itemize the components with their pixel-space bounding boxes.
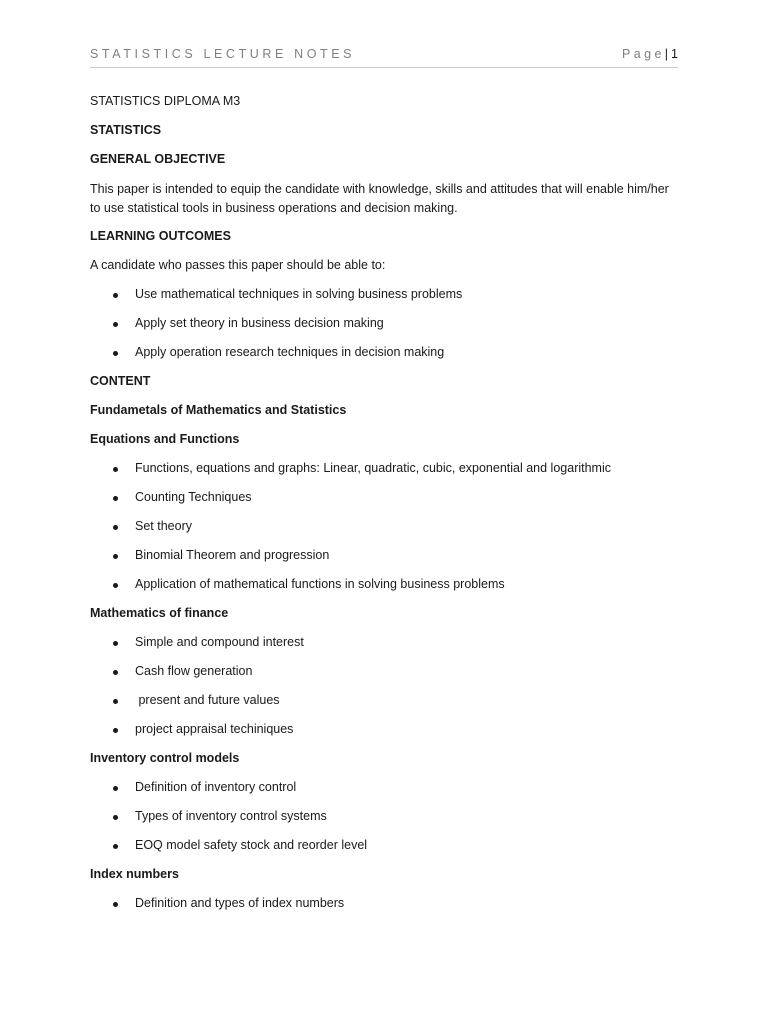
list-item: [90, 808, 678, 825]
list-item: [90, 518, 678, 535]
bullet-icon: [113, 525, 118, 530]
list-item-text: project appraisal techiniques: [135, 722, 294, 736]
learning-outcomes-list: [90, 286, 678, 361]
list-item: [90, 489, 678, 506]
finance-heading: Mathematics of finance: [90, 606, 229, 620]
bullet-icon: [113, 670, 118, 675]
header-title: STATISTICS LECTURE NOTES: [90, 47, 356, 61]
general-objective-text: This paper is intended to equip the candidate with knowledge, skills and attitudes that will enable him/her to use statistical tools in business operations and decision making.: [90, 182, 669, 215]
bullet-icon: [113, 699, 118, 704]
bullet-icon: [113, 786, 118, 791]
list-item-text: Set theory: [135, 519, 192, 533]
bullet-icon: [113, 844, 118, 849]
page-header: [90, 47, 678, 68]
learning-outcomes-heading: LEARNING OUTCOMES: [90, 229, 231, 243]
bullet-icon: [113, 815, 118, 820]
learning-outcomes-intro: A candidate who passes this paper should be able to:: [90, 258, 386, 272]
list-item: [90, 576, 678, 593]
list-item: [90, 460, 678, 477]
list-item-text: Definition of inventory control: [135, 780, 297, 794]
equations-heading: Equations and Functions: [90, 432, 240, 446]
document-page: [90, 0, 678, 1024]
page-indicator: [622, 47, 678, 61]
page-number: 1: [671, 47, 678, 61]
list-item-text: Simple and compound interest: [135, 635, 304, 649]
content-heading: CONTENT: [90, 374, 151, 388]
bullet-icon: [113, 641, 118, 646]
general-objective-heading: GENERAL OBJECTIVE: [90, 152, 226, 166]
subject-heading: STATISTICS: [90, 123, 162, 137]
bullet-icon: [113, 351, 118, 356]
list-item-text: Use mathematical techniques in solving business problems: [135, 287, 463, 301]
inventory-heading: Inventory control models: [90, 751, 240, 765]
bullet-icon: [113, 293, 118, 298]
page-word: Page: [622, 47, 665, 61]
bullet-icon: [113, 322, 118, 327]
index-numbers-list: [90, 895, 678, 912]
bullet-icon: [113, 554, 118, 559]
page-separator: |: [664, 47, 669, 61]
list-item-text: Types of inventory control systems: [135, 809, 327, 823]
list-item: [90, 837, 678, 854]
list-item-text: Functions, equations and graphs: Linear, quadratic, cubic, exponential and logarithmic: [135, 461, 611, 475]
bullet-icon: [113, 728, 118, 733]
bullet-icon: [113, 583, 118, 588]
document-body: [90, 93, 678, 924]
list-item-text: Counting Techniques: [135, 490, 252, 504]
course-title: STATISTICS DIPLOMA M3: [90, 94, 241, 108]
list-item-text: Application of mathematical functions in solving business problems: [135, 577, 505, 591]
finance-list: [90, 634, 678, 738]
list-item-text: Cash flow generation: [135, 664, 253, 678]
list-item-text: EOQ model safety stock and reorder level: [135, 838, 368, 852]
fundamentals-heading: Fundametals of Mathematics and Statistics: [90, 403, 347, 417]
bullet-icon: [113, 496, 118, 501]
index-numbers-heading: Index numbers: [90, 867, 179, 881]
inventory-list: [90, 779, 678, 854]
list-item-text: Binomial Theorem and progression: [135, 548, 330, 562]
list-item-text: Definition and types of index numbers: [135, 896, 345, 910]
list-item: [90, 344, 678, 361]
equations-list: [90, 460, 678, 593]
list-item: [90, 634, 678, 651]
list-item-text: present and future values: [135, 693, 280, 707]
list-item-text: Apply operation research techniques in decision making: [135, 345, 445, 359]
list-item: [90, 663, 678, 680]
list-item: [90, 779, 678, 796]
list-item: [90, 547, 678, 564]
list-item: [90, 692, 678, 709]
list-item: [90, 721, 678, 738]
list-item: [90, 315, 678, 332]
list-item: [90, 895, 678, 912]
list-item: [90, 286, 678, 303]
bullet-icon: [113, 467, 118, 472]
bullet-icon: [113, 902, 118, 907]
list-item-text: Apply set theory in business decision making: [135, 316, 384, 330]
